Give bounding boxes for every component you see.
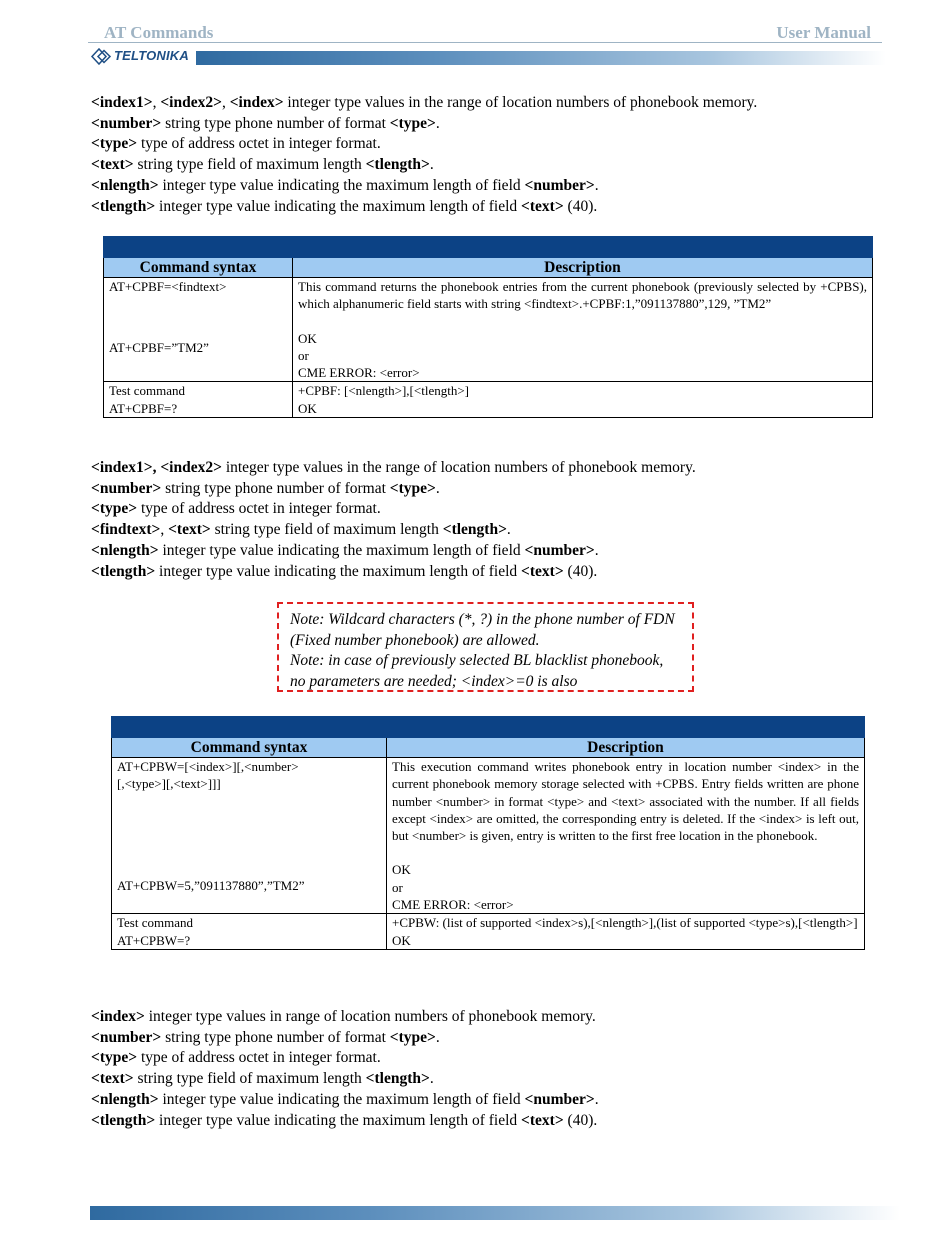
param-line	[91, 1007, 599, 1028]
header-title: AT Commands	[104, 23, 214, 42]
header-manual-label: User Manual	[776, 23, 871, 42]
param-text: .	[506, 521, 511, 539]
param-line	[91, 1069, 599, 1090]
header-gradient-bar	[196, 51, 886, 65]
parameters-block-3	[91, 1007, 599, 1131]
response-ok: OK	[298, 330, 317, 346]
param-text: (40).	[563, 562, 598, 580]
param-text: integer type value indicating the maximum length of field	[155, 197, 522, 215]
param-name: <index2>	[160, 94, 222, 111]
parameters-block-2	[91, 458, 696, 582]
col-header-syntax: Command syntax	[112, 738, 387, 758]
param-text: (40).	[563, 197, 598, 215]
response-or: or	[392, 879, 403, 895]
param-text: .	[594, 1090, 599, 1108]
param-line	[91, 499, 696, 520]
response-or: or	[298, 347, 309, 363]
param-line	[91, 93, 757, 114]
param-text: ,	[160, 521, 169, 539]
cpbf-command-table	[103, 236, 873, 418]
syntax-cell	[104, 278, 293, 382]
param-name: <tlength>	[365, 1070, 430, 1088]
footer-gradient-bar	[90, 1206, 900, 1220]
param-name: <number>	[524, 176, 595, 194]
cpbw-command-table	[111, 716, 865, 950]
note-line: Note: Wildcard characters (*, ?) in the phone number of FDN	[290, 611, 675, 628]
syntax-cell	[104, 382, 293, 418]
param-text: .	[429, 156, 434, 174]
param-name: <text>	[521, 562, 564, 580]
param-text: integer type values in the range of location numbers of phonebook memory.	[221, 459, 696, 476]
table-header-row	[104, 258, 873, 278]
param-text: integer type value indicating the maximum length of field	[155, 562, 522, 580]
syntax-text: AT+CPBF=<findtext>	[109, 279, 227, 294]
param-line	[91, 114, 757, 135]
syntax-text: Test command	[109, 383, 185, 399]
param-text: type of address octet in integer format.	[137, 1049, 381, 1067]
param-name: <text>	[521, 1111, 564, 1129]
response-ok: OK	[392, 932, 411, 948]
table-row	[112, 914, 865, 950]
param-text: integer type value indicating the maximum length of field	[158, 1090, 525, 1108]
param-name: <tlength>	[91, 1111, 156, 1129]
param-text: .	[429, 1070, 434, 1088]
syntax-text: AT+CPBF=?	[109, 400, 178, 416]
description-text: +CPBF: [<nlength>],[<tlength>]	[298, 383, 469, 399]
param-line	[91, 1048, 599, 1069]
param-name: <nlength>	[91, 176, 159, 194]
spacer	[109, 295, 287, 339]
param-name: <number>	[524, 541, 595, 559]
spacer	[298, 313, 867, 330]
param-name: <index>	[229, 94, 284, 111]
param-text: (40).	[563, 1111, 598, 1129]
param-name: <findtext>	[91, 521, 161, 539]
col-header-description: Description	[387, 738, 865, 758]
syntax-example: AT+CPBF=”TM2”	[109, 340, 209, 356]
param-name: <type>	[91, 135, 138, 153]
description-cell	[293, 278, 873, 382]
param-line	[91, 520, 696, 541]
param-line	[91, 155, 757, 176]
param-line	[91, 134, 757, 155]
spacer	[117, 793, 381, 877]
note-line: (Fixed number phonebook) are allowed.	[290, 631, 540, 649]
param-line	[91, 458, 696, 479]
param-name: <type>	[389, 114, 436, 132]
param-name: <index>	[91, 1008, 145, 1025]
description-text: +CPBW: (list of supported <index>s),[<nlength>],(list of supported <type>s),[<tlength>]	[392, 915, 858, 931]
param-text: ,	[152, 94, 161, 111]
syntax-cell	[112, 914, 387, 950]
param-text: .	[594, 176, 599, 194]
syntax-text: AT+CPBW=[<index>][,<number>	[117, 759, 299, 774]
param-line	[91, 479, 696, 500]
table-row	[104, 278, 873, 382]
response-error: CME ERROR: <error>	[298, 365, 420, 381]
param-text: string type phone number of format	[161, 479, 390, 497]
param-text: type of address octet in integer format.	[137, 500, 381, 518]
description-text: This execution command writes phonebook entry in location number <index> in the current phonebook memory storage selected with +CPBS. Entry fields written are phone number <number> in format <type> and <text> associated with the number. If all fields except <index> are omitted, the corresponding entry is deleted. If the <index> is left out, but <number> is given, entry is written to the first free location in the phonebook.	[392, 759, 859, 844]
param-text: .	[435, 1028, 440, 1046]
param-text: .	[594, 541, 599, 559]
param-name: <text>	[168, 521, 211, 539]
param-text: ,	[221, 94, 230, 111]
param-text: integer type values in range of location numbers of phonebook memory.	[144, 1008, 596, 1025]
param-line	[91, 1090, 599, 1111]
response-ok: OK	[392, 862, 411, 878]
response-ok: OK	[298, 400, 317, 416]
param-name: <nlength>	[91, 1090, 159, 1108]
param-line	[91, 197, 757, 218]
param-name: <type>	[91, 500, 138, 518]
param-text: integer type values in the range of location numbers of phonebook memory.	[283, 94, 758, 111]
param-name: <tlength>	[365, 156, 430, 174]
param-text: string type field of maximum length	[133, 1070, 366, 1088]
table-row	[104, 382, 873, 418]
param-text: type of address octet in integer format.	[137, 135, 381, 153]
param-name: <type>	[389, 1028, 436, 1046]
note-line: Note: in case of previously selected BL blacklist phonebook,	[290, 652, 664, 670]
param-name: <tlength>	[442, 521, 507, 539]
param-name: <type>	[389, 479, 436, 497]
param-text: integer type value indicating the maximum length of field	[158, 541, 525, 559]
col-header-syntax: Command syntax	[104, 258, 293, 278]
param-name: <type>	[91, 1049, 138, 1067]
table-header-row	[112, 738, 865, 758]
syntax-text: AT+CPBW=?	[117, 932, 191, 948]
param-text: string type field of maximum length	[210, 521, 443, 539]
param-name: <nlength>	[91, 541, 159, 559]
param-name: <text>	[521, 197, 564, 215]
syntax-text: Test command	[117, 915, 193, 931]
param-line	[91, 541, 696, 562]
param-name: <number>	[524, 1090, 595, 1108]
param-name: <number>	[91, 479, 162, 497]
logo-text: TELTONIKA	[114, 48, 189, 63]
param-line	[91, 1028, 599, 1049]
note-line: no parameters are needed; <index>=0 is also	[290, 673, 578, 691]
param-text: integer type value indicating the maximum length of field	[155, 1111, 522, 1129]
param-text: integer type value indicating the maximum length of field	[158, 176, 525, 194]
param-line	[91, 176, 757, 197]
param-name: <text>	[91, 156, 134, 174]
table-title-band	[112, 717, 865, 738]
parameters-block-1	[91, 93, 757, 217]
param-name: <number>	[91, 1028, 162, 1046]
note-box	[277, 602, 694, 692]
param-line	[91, 562, 696, 583]
table-title-band	[104, 237, 873, 258]
param-name: <tlength>	[91, 197, 156, 215]
response-error: CME ERROR: <error>	[392, 897, 514, 913]
param-name: <number>	[91, 114, 162, 132]
header-rule	[88, 42, 882, 43]
param-text: string type field of maximum length	[133, 156, 366, 174]
param-name: <index1>	[91, 94, 153, 111]
syntax-text: [,<type>][,<text>]]]	[117, 776, 221, 792]
description-cell	[387, 914, 865, 950]
param-name: <text>	[91, 1070, 134, 1088]
param-line	[91, 1111, 599, 1132]
description-cell	[387, 758, 865, 914]
syntax-cell	[112, 758, 387, 914]
description-text: This command returns the phonebook entries from the current phonebook (previously selected by +CPBS), which alphanumeric field starts with string <findtext>.+CPBF:1,”091137880”,129, ”TM2”	[298, 279, 867, 312]
description-cell	[293, 382, 873, 418]
param-text: .	[435, 114, 440, 132]
param-text: .	[435, 479, 440, 497]
col-header-description: Description	[293, 258, 873, 278]
param-name: <index1>, <index2>	[91, 459, 222, 476]
param-text: string type phone number of format	[161, 114, 390, 132]
param-name: <tlength>	[91, 562, 156, 580]
param-text: string type phone number of format	[161, 1028, 390, 1046]
syntax-example: AT+CPBW=5,”091137880”,”TM2”	[117, 877, 305, 893]
spacer	[392, 844, 859, 861]
table-row	[112, 758, 865, 914]
